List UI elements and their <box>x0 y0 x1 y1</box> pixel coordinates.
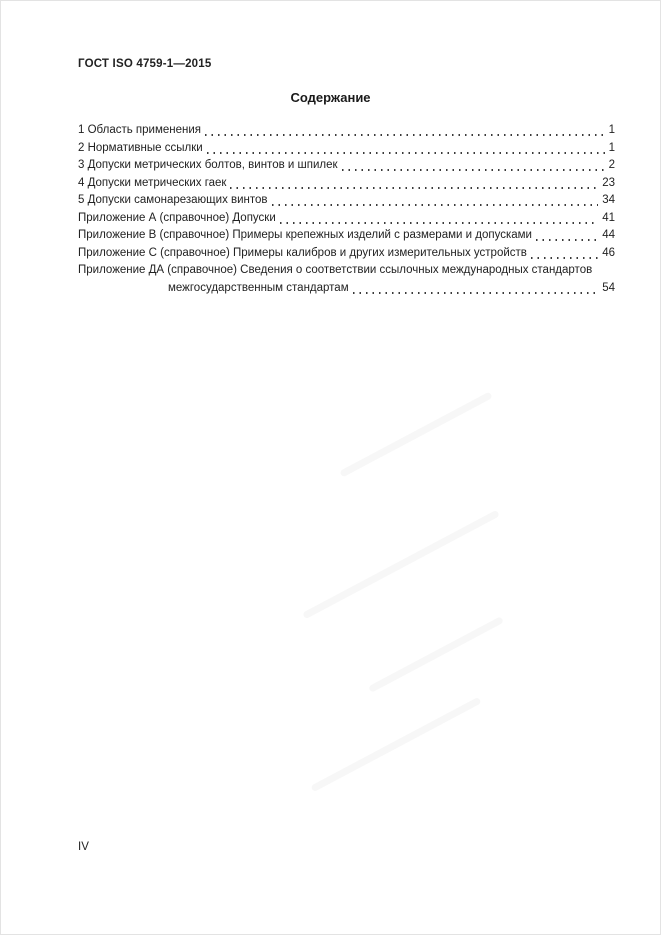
toc-entry <box>78 140 615 158</box>
toc-entry-page: 34 <box>602 194 615 206</box>
dot-leader <box>202 122 608 140</box>
dot-leader <box>350 280 602 298</box>
dot-leader <box>204 140 608 158</box>
toc-entry-label: 1 Область применения <box>78 124 202 136</box>
toc-entry-page: 41 <box>602 211 615 224</box>
dot-leader <box>528 245 601 263</box>
dot-leader <box>269 192 602 210</box>
dot-leader <box>277 210 601 228</box>
toc-entry <box>78 192 615 210</box>
toc-entry-label: 2 Нормативные ссылки <box>78 141 203 154</box>
toc-entry-page: 1 <box>608 124 615 136</box>
toc-entry-label: Приложение С (справочное) Примеры калибров и других измерительных устройств <box>78 246 527 259</box>
toc-entry-page: 2 <box>608 159 615 171</box>
toc-entry-label: 3 Допуски метрических болтов, винтов и шпилек <box>78 159 338 171</box>
dot-leader <box>227 175 601 193</box>
toc-entry-label: Приложение А (справочное) Допуски <box>78 211 276 224</box>
table-of-contents <box>78 122 615 297</box>
dot-leader <box>339 157 608 175</box>
toc-entry-label-continued: межгосударственным стандартам <box>168 281 349 294</box>
toc-entry-page: 1 <box>608 141 615 154</box>
toc-entry <box>78 210 615 228</box>
toc-entry <box>78 122 615 140</box>
dot-leader <box>533 227 601 245</box>
page-number-footer: IV <box>78 841 89 853</box>
toc-entry <box>78 245 615 263</box>
toc-entry-page: 23 <box>602 176 615 189</box>
toc-entry-wrap-line1 <box>78 262 615 280</box>
toc-entry-page: 44 <box>602 229 615 241</box>
toc-entry <box>78 227 615 245</box>
toc-entry <box>78 157 615 175</box>
toc-entry-wrap-line2 <box>78 280 615 298</box>
toc-entry-label: 5 Допуски самонарезающих винтов <box>78 194 268 206</box>
toc-entry-label: Приложение В (справочное) Примеры крепежных изделий с размерами и допусками <box>78 229 532 241</box>
toc-entry-page: 46 <box>602 246 615 259</box>
toc-entry-page: 54 <box>602 281 615 294</box>
toc-entry-label: Приложение ДА (справочное) Сведения о соответствии ссылочных международных стандартов <box>78 264 593 276</box>
page-title: Содержание <box>290 90 371 105</box>
toc-entry <box>78 175 615 193</box>
toc-entry-label: 4 Допуски метрических гаек <box>78 176 227 189</box>
document-header: ГОСТ ISO 4759-1—2015 <box>78 58 212 70</box>
